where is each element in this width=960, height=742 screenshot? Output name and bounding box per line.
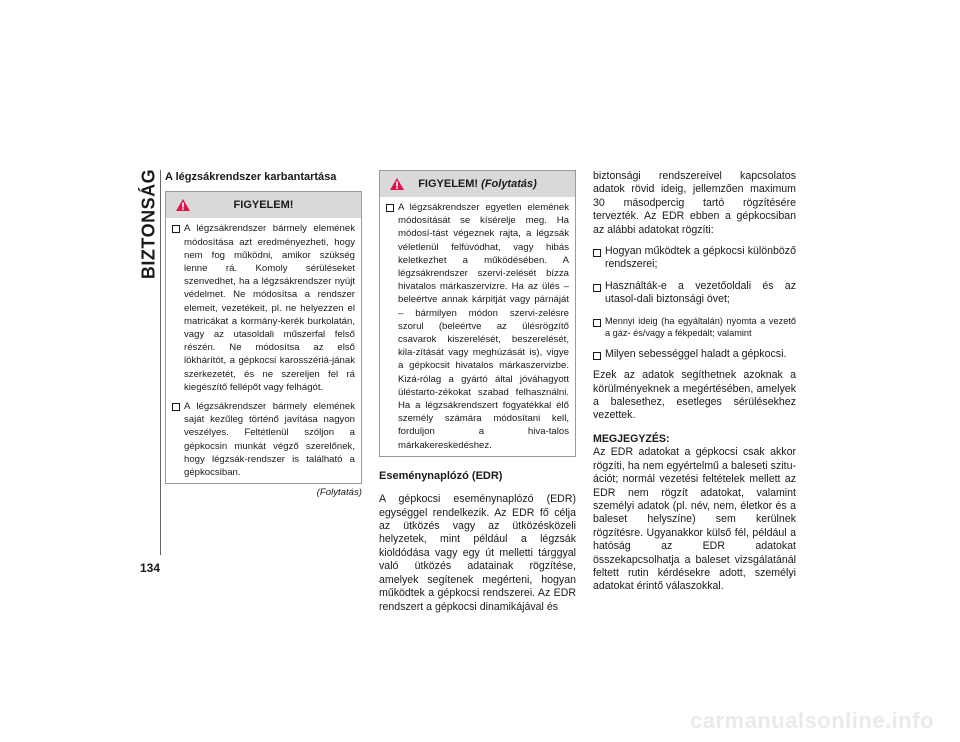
- bullet-square-icon: [593, 319, 601, 327]
- bullet-square-icon: [593, 352, 601, 360]
- after-list-paragraph: Ezek az adatok segíthetnek azoknak a körülményeknek a megértésében, amelyek a balesethez, esetleges sérülésekhez vezettek.: [593, 369, 796, 422]
- edr-paragraph: A gépkocsi eseménynaplózó (EDR) egységgel rendelkezik. Az EDR fő célja az ütközés vagy az ütközésközeli helyzetek, mint például a légzsák kioldódása vagy egy út melletti tárggyal való ütközés adatainak rögzítése, amelyek segítenek megérteni, hogyan működtek a gépkocsi rendszerei. Az EDR rendszert a gépkocsi dinamikájával és: [379, 493, 576, 613]
- bullet-square-icon: [593, 284, 601, 292]
- column-middle: [379, 170, 576, 622]
- bullet-square-icon: [172, 403, 180, 411]
- column-left: [165, 170, 362, 501]
- warning-item-text: A légzsákrendszer egyetlen elemének módosítását se kísérelje meg. Ha módosí-tást végeznek rajta, a légzsák véletlenül felfúvódhat, vagy hibás keletkezhet a működésében. A légzsákrendszer szervi-zelését bízza hivatalos márkaszervizre. Ha az ülés – beleértve annak kárpitját vagy párnáját – bármilyen módon szervi-zelésre szorul (beleértve az ülésrögzítő csavarok kiszerelését, beszerelését, kila-zítását vagy meghúzását is), vigye a gépkocsit hivatalos márkaszervizbe. Kizá-rólag a gyártó által jóváhagyott üléstarto-zékokat szabad felhasználni. Ha a légzsákrendszert fogyatékkal élő személy számára módosítani kell, forduljon a hiva-talos márkakereskedéshez.: [398, 202, 569, 451]
- list-item: [593, 315, 796, 340]
- warning-title-continued: (Folytatás): [481, 178, 537, 190]
- list-item: [593, 245, 796, 272]
- warning-item-text: A légzsákrendszer bármely elemének saját kezűleg történő javítása nagyon veszélyes. Feltétlenül szóljon a gépkocsin munkát végző szerelőnek, hogy légzsák-rendszer is található a gépkocsiban.: [184, 401, 355, 479]
- warning-item: [172, 222, 355, 394]
- list-item-text: Hogyan működtek a gépkocsi különböző rendszerei;: [605, 245, 796, 271]
- warning-triangle-icon: [389, 177, 405, 191]
- watermark-footer: carmanualsonline.info: [690, 708, 934, 733]
- warning-body: [380, 197, 575, 456]
- warning-header: [166, 192, 361, 218]
- section-side-tab: [138, 168, 160, 280]
- bullet-square-icon: [593, 249, 601, 257]
- warning-header: [380, 171, 575, 197]
- bullet-square-icon: [172, 225, 180, 233]
- continued-label: (Folytatás): [316, 487, 362, 499]
- list-item-text: Milyen sebességgel haladt a gépkocsi.: [605, 347, 787, 360]
- side-tab-label: BIZTONSÁG: [138, 168, 159, 280]
- warning-item: [386, 201, 569, 452]
- column-right: [593, 170, 796, 602]
- page-number: 134: [140, 561, 161, 575]
- warning-title: [418, 178, 537, 190]
- note-title: MEGJEGYZÉS:: [593, 432, 670, 445]
- list-item-text: Mennyi ideig (ha egyáltalán) nyomta a vezető a gáz- és/vagy a fékpedált; valamint: [605, 315, 796, 339]
- warning-item-text: A légzsákrendszer bármely elemének módosítása azt eredményezheti, hogy nem fog működni, amikor szükség lenne rá. Komoly sérüléseket szenvedhet, ha a légzsákrendszer nyújt védelmet. Ne módosítsa a rendszer elemeit, vezetékeit, pl. ne helyezzen el matricákat a kormány-kerék burkolatán, vagy az utasoldali műszerfal felső részén. Ne módosítsa az első lökhárítót, a gépkocsi karosszériá-jának szerkezetét, és ne szereljen fel rá kiegészítő fellépőt vagy felhágót.: [184, 223, 355, 393]
- list-item: [593, 280, 796, 307]
- warning-box-continued: [379, 170, 576, 457]
- list-item-text: Használták-e a vezetőoldali és az utasol-dali biztonsági övet;: [605, 279, 796, 306]
- warning-item: [172, 400, 355, 479]
- bullet-square-icon: [386, 204, 394, 212]
- warning-title-main: FIGYELEM!: [418, 178, 479, 190]
- edr-intro-paragraph: biztonsági rendszereivel kapcsolatos adatok rövid ideig, jellemzően maximum 30 másodpercig tartó rögzítésére tervezték. Az EDR ebben a gépkocsiban az alábbi adatokat rögzíti:: [593, 170, 796, 236]
- note-paragraph: Az EDR adatokat a gépkocsi csak akkor rögzíti, ha nem egyértelmű a baleseti szitu-ációt; normál vezetési feltételek mellett az EDR nem rögzít adatokat, valamint személyi adatok (pl. név, nem, életkor és a baleset helyszíne) sem kerülnek rögzítésre. Ugyanakkor külső fél, például a hatóság az EDR adatokat összekapcsolhatja a baleset vizsgálatánál feltett rutin kérdésekre adott, személyi adatokat érintő válaszokkal.: [593, 446, 796, 593]
- warning-triangle-icon: [175, 198, 191, 212]
- list-item: [593, 348, 796, 361]
- side-divider: [160, 170, 161, 555]
- warning-title: FIGYELEM!: [233, 199, 294, 212]
- warning-box: [165, 191, 362, 484]
- warning-body: [166, 218, 361, 483]
- section-title: A légzsákrendszer karbantartása: [165, 171, 337, 183]
- edr-title: Eseménynaplózó (EDR): [379, 469, 503, 482]
